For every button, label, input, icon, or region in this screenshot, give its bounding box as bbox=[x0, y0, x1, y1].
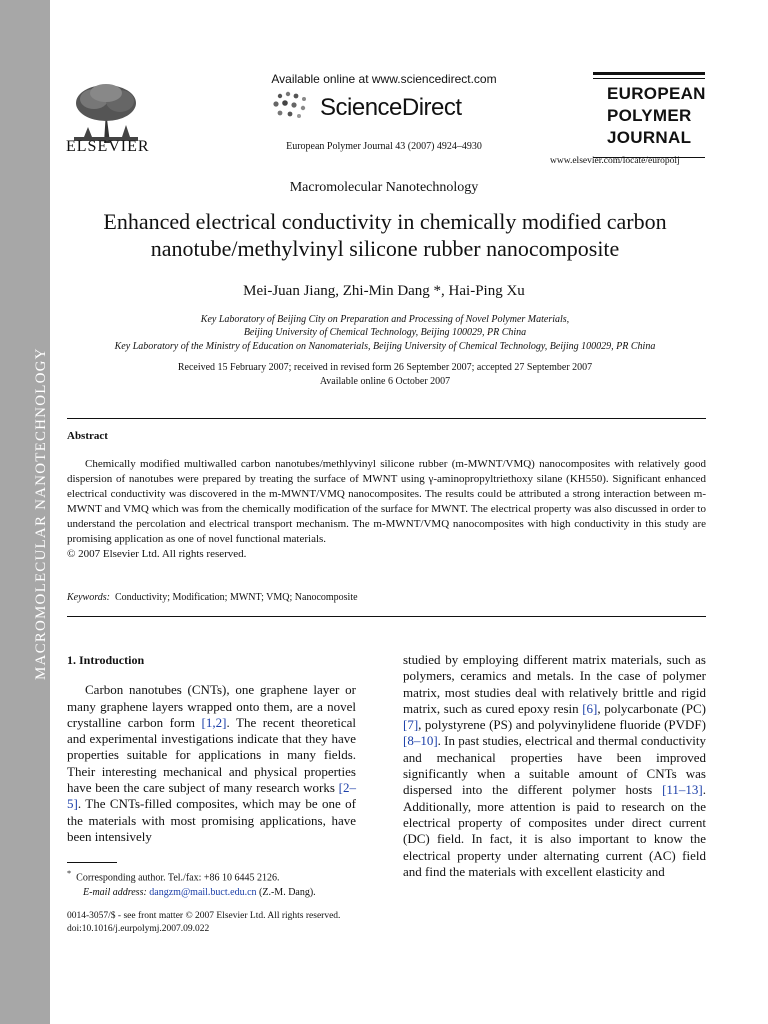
issn-line: 0014-3057/$ - see front matter © 2007 Elsevier Ltd. All rights reserved. bbox=[67, 911, 341, 921]
sciencedirect-dots-icon bbox=[270, 90, 318, 122]
bottom-metadata bbox=[67, 910, 340, 936]
body-column-left bbox=[67, 652, 356, 845]
received-dates: Received 15 February 2007; received in revised form 26 September 2007; accepted 27 September 2007 bbox=[177, 362, 593, 373]
sciencedirect-wordmark: ScienceDirect bbox=[320, 94, 462, 121]
citation-link[interactable]: [2–5] bbox=[67, 780, 356, 812]
email-suffix: (Z.-M. Dang). bbox=[259, 887, 316, 899]
publisher-name: ELSEVIER bbox=[66, 138, 150, 155]
citation-link[interactable]: [8–10] bbox=[403, 733, 438, 749]
citation-link[interactable]: [7] bbox=[403, 717, 419, 733]
email-link[interactable]: dangzm@mail.buct.edu.cn bbox=[149, 887, 257, 899]
abstract-heading: Abstract bbox=[67, 430, 108, 442]
section-heading-introduction: 1. Introduction bbox=[67, 653, 145, 667]
journal-title-box bbox=[593, 72, 705, 158]
body-paragraph bbox=[67, 682, 356, 845]
available-online: Available online at www.sciencedirect.com bbox=[271, 72, 497, 86]
citation-link[interactable]: [6] bbox=[582, 700, 598, 716]
footnote bbox=[67, 866, 367, 900]
footnote-email bbox=[67, 885, 367, 900]
section-label: Macromolecular Nanotechnology bbox=[289, 180, 479, 195]
journal-reference: European Polymer Journal 43 (2007) 4924–4930 bbox=[286, 141, 482, 152]
citation-link[interactable]: [11–13] bbox=[662, 782, 703, 798]
affiliation-line: Key Laboratory of Beijing City on Preparation and Processing of Novel Polymer Materials, bbox=[200, 314, 570, 325]
affiliation-line: Beijing University of Chemical Technology, Beijing 100029, PR China bbox=[243, 327, 527, 338]
citation-link[interactable]: [1,2] bbox=[201, 714, 227, 730]
keywords-label: Keywords: bbox=[67, 592, 110, 603]
body-text: . In past studies, electrical and thermal conductivity and mechanical properties have been improved significantly when a suitable amount of CNTs was dispersed into the different polymer hosts bbox=[403, 733, 706, 798]
body-text: Carbon nanotubes (CNTs), one graphene layer or many graphene layers wrapped onto them, are a novel crystalline carbon form bbox=[67, 682, 356, 730]
abstract-text: Chemically modified multiwalled carbon nanotubes/methlyvinyl silicone rubber (m-MWNT/VMQ) nanocomposites with relatively good dispersion of nanotubes were prepared by treating the surface of MWNT using γ-aminopropyltriethoxy silane (KH550). Significant enhanced electrical conductivity was discovered in the m-MWNT/VMQ nanocomposites. The results could be attributed a strong interaction between m-MWNT and VMQ which was from the chemically modification of the surface for MWNT. The electrical property was also discussed in order to understand the percolation and electrical transport mechanism. The m-MWNT/VMQ nanocomposites with high conductivity in this study are promising application as one of novel functional materials. bbox=[67, 458, 706, 545]
article-title: Enhanced electrical conductivity in chemically modified carbon nanotube/methylvinyl silicone rubber nanocomposite bbox=[103, 209, 667, 261]
email-label: E-mail address: bbox=[83, 887, 147, 899]
body-text: studied by employing different matrix materials, such as polymers, ceramics and metals. In the case of polymer matrix, most studies deal with relatively brittle and rigid matrix, such as cured epoxy resin bbox=[403, 652, 706, 716]
abstract-body bbox=[67, 457, 706, 562]
corresponding-author: Corresponding author. Tel./fax: +86 10 6445 2126. bbox=[76, 872, 280, 884]
available-date: Available online 6 October 2007 bbox=[319, 376, 451, 387]
body-text: . The recent theoretical and experimental investigations indicate that they have properties suitable for applications in many fields. Their interesting mechanical and physical properties have been the care subject of many research works bbox=[67, 714, 356, 796]
body-paragraph bbox=[403, 652, 706, 880]
footnote-rule bbox=[67, 862, 117, 863]
journal-title-line-1: EUROPEAN bbox=[607, 84, 706, 103]
journal-title-line-2: POLYMER bbox=[607, 106, 692, 125]
side-banner-text: MACROMOLECULAR NANOTECHNOLOGY bbox=[33, 347, 49, 680]
body-text: , polystyrene (PS) and polyvinylidene fluoride (PVDF) bbox=[418, 717, 706, 733]
abstract-bottom-rule bbox=[67, 616, 706, 617]
keywords-list: Conductivity; Modification; MWNT; VMQ; Nanocomposite bbox=[114, 592, 358, 603]
doi-line[interactable]: doi:10.1016/j.eurpolymj.2007.09.022 bbox=[67, 924, 210, 934]
journal-title-line-3: JOURNAL bbox=[607, 128, 692, 147]
affiliation-line: Key Laboratory of the Ministry of Education on Nanomaterials, Beijing University of Chemical Technology, Beijing 100029, PR China bbox=[114, 341, 656, 352]
authors: Mei-Juan Jiang, Zhi-Min Dang *, Hai-Ping Xu bbox=[243, 283, 525, 299]
body-text: , polycarbonate (PC) bbox=[597, 700, 706, 716]
abstract-top-rule bbox=[67, 418, 706, 419]
body-text: . The CNTs-filled composites, which may be one of the materials with most promising applications, have been intensively bbox=[67, 796, 356, 844]
body-column-right bbox=[403, 652, 706, 880]
footnote-corresponding: * Corresponding author. Tel./fax: +86 10 6445 2126. bbox=[67, 869, 280, 884]
body-text: . Additionally, more attention is paid to research on the electrical property of composites under direct current (DC) field. In fact, it is also important to know the electrical property under alternating current (AC) field and find the materials with excellent elasticity and bbox=[403, 782, 706, 879]
keywords bbox=[67, 592, 358, 603]
abstract-copyright: © 2007 Elsevier Ltd. All rights reserved. bbox=[67, 548, 247, 560]
journal-url[interactable]: www.elsevier.com/locate/europolj bbox=[550, 156, 680, 166]
